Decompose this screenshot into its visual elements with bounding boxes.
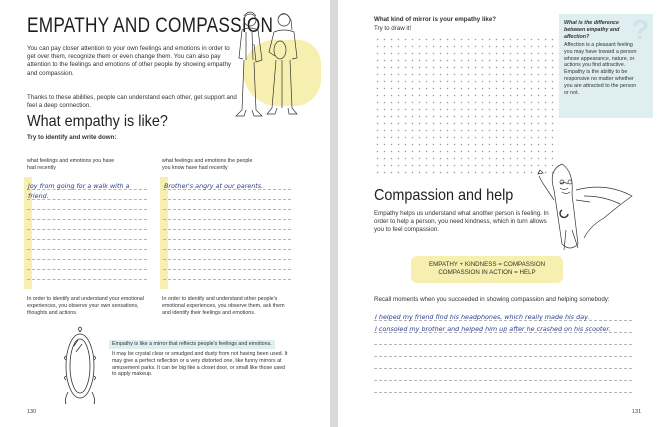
recall-entry-2: I consoled my brother and helped him up after he crashed on his scooter. xyxy=(375,325,611,333)
task-instruction: Try to identify and write down: xyxy=(27,134,117,141)
recall-prompt: Recall moments when you succeeded in showing compassion and helping somebody: xyxy=(374,296,610,303)
intro-paragraph-1: You can pay closer attention to your own feelings and emotions in order to get over them, recognize them or even change them. You can also pay attention to the feelings and emotions of other people by showing empathy and compassion. xyxy=(27,45,231,77)
recall-writing-lines[interactable] xyxy=(374,306,632,398)
page-number-right: 131 xyxy=(632,409,642,415)
section-title-empathy: What empathy is like? xyxy=(27,113,168,130)
column-2-entry-1: Brother's angry at our parents. xyxy=(164,182,264,190)
mirror-description: It may be crystal clear or smudged and dusty from not having been used. It may give a perfect reflection or a very distorted one, like funny mirrors at amusement parks. It can be big like a closet door, or small like those used to apply makeup. xyxy=(112,351,288,378)
mirror-prompt: Try to draw it! xyxy=(374,25,412,32)
formula-line-1: EMPATHY + KINDNESS = COMPASSION xyxy=(428,261,546,268)
mirror-question: What kind of mirror is your empathy like? xyxy=(374,16,497,23)
column-2-writing-lines[interactable] xyxy=(163,177,291,289)
formula-box xyxy=(411,256,563,283)
recall-entry-1: I helped my friend find his headphones, which really made his day. xyxy=(375,313,590,321)
drawing-area[interactable] xyxy=(374,36,559,176)
column-1-note: In order to identify and understand your emotional experiences, you observe your own sensations, thoughts and actions. xyxy=(27,296,144,316)
column-1-entry-2: friend. xyxy=(28,192,49,200)
formula-line-2: COMPASSION IN ACTION = HELP xyxy=(438,269,536,276)
sidebar-text: Affection is a pleasant feeling you may have toward a person whose appearance, nature, or actions you find attractive. Empathy is the ability to be responsive no matter whether you are attracted to the person or not. xyxy=(564,42,637,96)
right-page xyxy=(338,0,668,427)
question-mark-icon: ? xyxy=(631,14,649,45)
mirror-highlight: Empathy is like a mirror that reflects people's feelings and emotions. xyxy=(109,340,275,349)
compassion-paragraph: Empathy helps us understand what another person is feeling. In order to help a person, you need kindness, which in turn allows you to feel compassion. xyxy=(374,210,549,234)
section-title-compassion: Compassion and help xyxy=(374,187,514,204)
sidebar-question: What is the difference between empathy and affection? xyxy=(564,20,620,40)
column-2-note: In order to identify and understand other people's emotional experiences, you observe them, ask them and identify their feelings and emotions. xyxy=(162,296,285,316)
column-2-heading: what feelings and emotions the people you know have had recently xyxy=(162,158,253,171)
column-1-heading: what feelings and emotions you have had recently xyxy=(27,158,115,171)
intro-paragraph-2: Thanks to these abilities, people can understand each other, get support and feel a deep connection. xyxy=(27,94,237,110)
column-1-entry-1: Joy from going for a walk with a xyxy=(28,182,130,190)
sidebar-callout xyxy=(559,14,653,118)
column-1-writing-lines[interactable] xyxy=(27,177,147,289)
page-number-left: 130 xyxy=(27,409,37,415)
page-title: EMPATHY AND COMPASSION xyxy=(27,14,274,37)
mirror-illustration xyxy=(60,326,100,408)
left-page xyxy=(0,0,330,427)
